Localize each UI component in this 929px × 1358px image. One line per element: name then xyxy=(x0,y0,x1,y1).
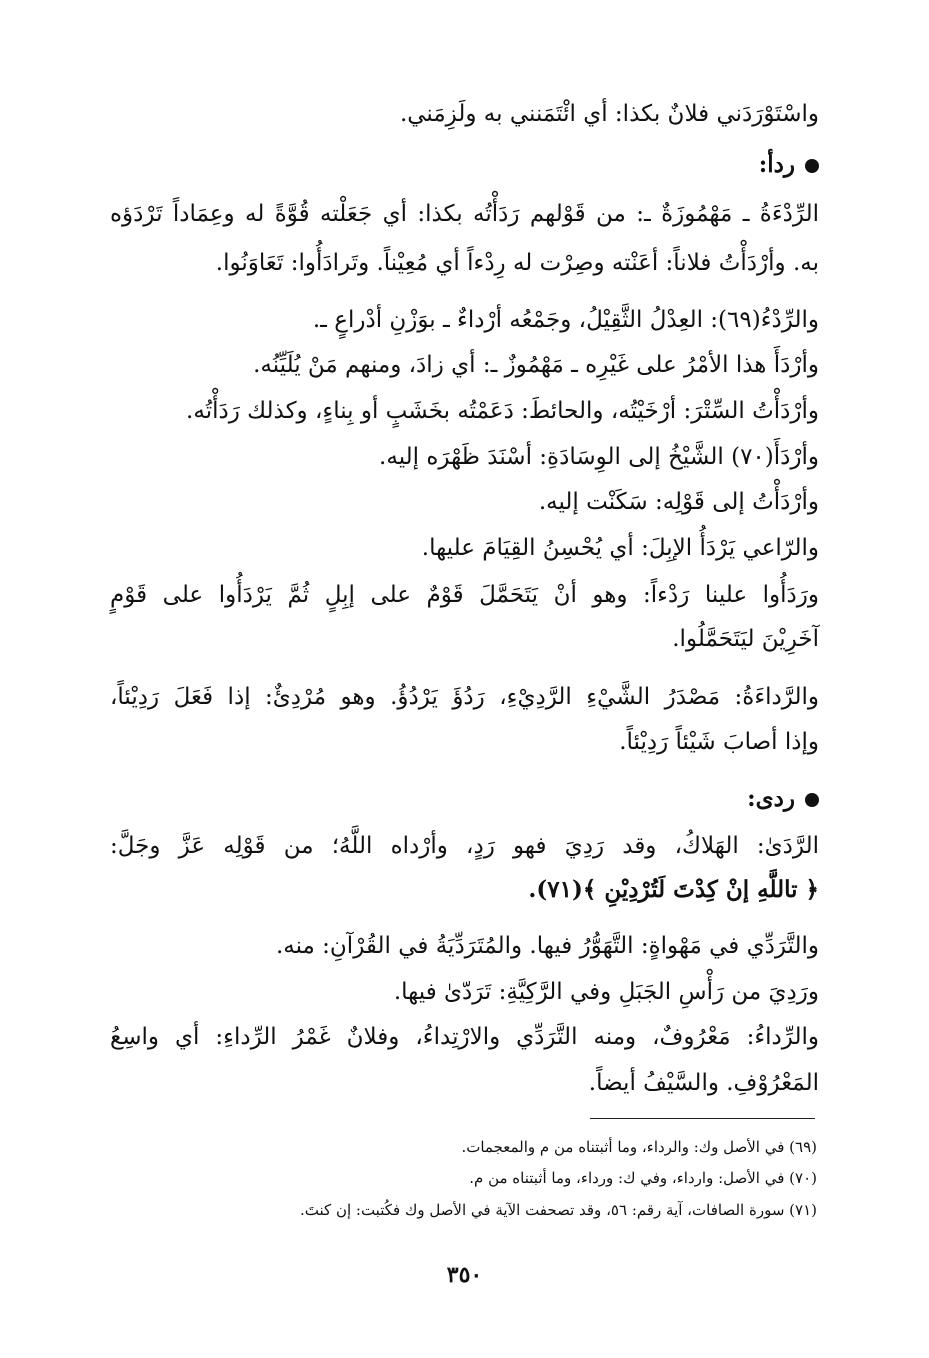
text-line: والتَّرَدِّي في مَهْواةٍ: التَّهَوُّرُ فيها. والمُتَرَدِّيَةُ في القُرْآنِ: منه. xyxy=(275,933,819,959)
footnote-70: (٧٠) في الأصل: وارداء، وفي ك: ورداء، وما أثبتناه من م. xyxy=(469,1169,817,1187)
entry-heading-label: ردى: xyxy=(747,785,795,812)
footnote-69: (٦٩) في الأصل وك: والرداء، وما أثبتناه من م والمعجمات. xyxy=(461,1138,817,1156)
text-line: به. وأرْدَأْتُ فلاناً: أعَنْته وصِرْت له رِدْءاً أي مُعِيْناً. وتَرادَأُوا: تَعَاوَنُوا. xyxy=(215,250,819,276)
footnote-divider xyxy=(590,1118,815,1119)
text-line: ورَدَأُوا علينا رَدْءاً: وهو أنْ يَتَحَمَّلَ قَوْمٌ على إبِلٍ ثُمَّ يَرْدَأُوا على قَوْمٍ xyxy=(110,582,819,608)
text-line: المَعْرُوْفِ. والسَّيْفُ أيضاً. xyxy=(588,1070,819,1096)
text-line: وأرْدَأْتُ السِّتْرَ: أرْخَيْتُه، والحائطَ: دَعَمْتُه بخَشَبٍ أو بِناءٍ، وكذلك رَدَأْتُه. xyxy=(186,398,819,424)
text-line: والرِّداءُ: مَعْرُوفٌ، ومنه التَّرَدِّي والارْتِداءُ، وفلانٌ غَمْرُ الرِّداءِ: أي واسِعُ xyxy=(110,1024,819,1050)
bullet-icon xyxy=(805,793,819,807)
text-line: الرَّدَىٰ: الهَلاكُ، وقد رَدِيَ فهو رَدٍ، وأرْداه اللَّهُ؛ من قَوْلِه عَزَّ وجَلَّ: xyxy=(110,833,819,859)
text-line: واسْتَوْرَدَني فلانٌ بكذا: أي ائْتَمَنني به ولَزِمَني. xyxy=(399,101,819,127)
text-line: ورَدِيَ من رَأْسِ الجَبَلِ وفي الرَّكِيَّةِ: تَرَدّىٰ فيها. xyxy=(393,979,819,1005)
text-line: آخَرِيْنَ ليَتَحَمَّلُوا. xyxy=(672,626,819,652)
text-line: الرِّدْءَةُ ـ مَهْمُوزَةٌ ـ: من قَوْلهم رَدَأْتُه بكذا: أي جَعَلْته قُوَّةً له وعِمَاداً تَرْدَؤه xyxy=(110,201,819,227)
text-line: والرَّداءَةُ: مَصْدَرُ الشَّيْءِ الرَّدِيْءِ، رَدُؤَ يَرْدُؤُ. وهو مُرْدِئٌ: إذا فَعَلَ رَدِيْئاً، xyxy=(110,684,819,710)
entry-heading-rada xyxy=(759,148,819,182)
quran-verse: ﴿ تاللَّهِ إنْ كِدْتَ لَتُرْدِيْنِ ﴾(٧١). xyxy=(528,876,819,903)
bullet-icon xyxy=(805,159,819,173)
text-line: وأرْدَأَ(٧٠) الشَّيْخُ إلى الوِسَادَةِ: أسْنَدَ ظَهْرَه إليه. xyxy=(379,444,819,470)
text-line: والرِّدْءُ(٦٩): العِدْلُ الثَّقِيْلُ، وجَمْعُه أرْداءٌ ـ بوَزْنِ أدْراعٍ ـ. xyxy=(312,307,819,333)
text-line: والرّاعي يَرْدَأُ الإبِلَ: أي يُحْسِنُ القِيَامَ عليها. xyxy=(421,535,819,561)
text-line: وأرْدَأْتُ إلى قَوْلِه: سَكَنْت إليه. xyxy=(538,489,819,515)
entry-heading-rada2 xyxy=(747,782,819,816)
footnote-71: (٧١) سورة الصافات، آية رقم: ٥٦، وقد تصحفت الآية في الأصل وك فكُتبت: إن كنتَ. xyxy=(300,1201,817,1219)
entry-heading-label: ردأ: xyxy=(758,151,795,178)
text-line: وإذا أصابَ شَيْئاً رَدِيْئاً. xyxy=(619,729,819,755)
page-number: ٣٥٠ xyxy=(446,1262,483,1288)
text-line: وأرْدَأَ هذا الأمْرُ على غَيْرِه ـ مَهْمُوزٌ ـ: أي زادَ، ومنهم مَنْ يُلَيِّنُه. xyxy=(253,352,819,378)
